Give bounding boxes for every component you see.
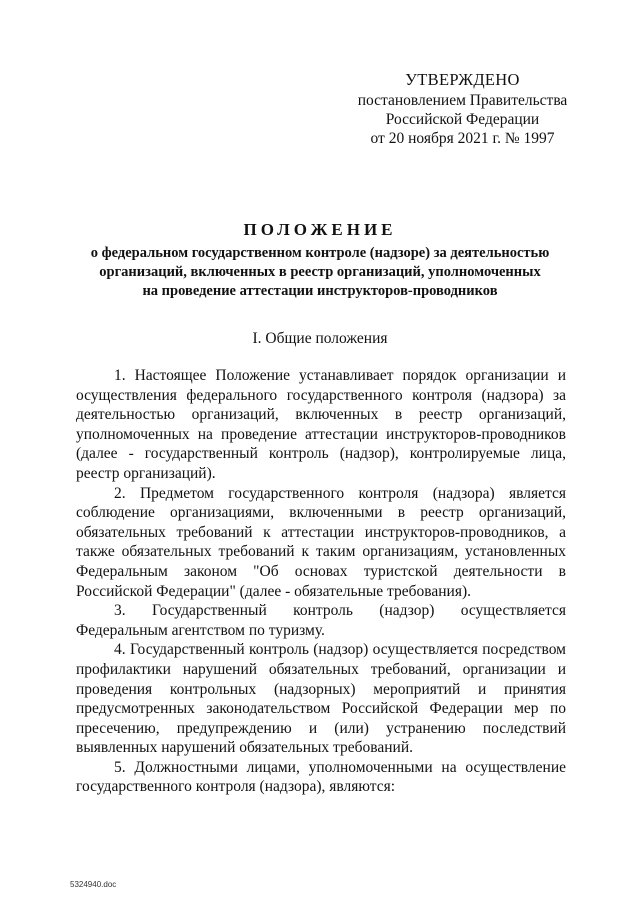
document-title: ПОЛОЖЕНИЕ bbox=[243, 220, 397, 239]
paragraph: 5. Должностными лицами, уполномоченными на осуществление государственного контроля (надзора), являются: bbox=[76, 758, 566, 796]
approval-line: постановлением Правительства bbox=[357, 92, 568, 109]
subtitle-line: на проведение аттестации инструкторов-проводников bbox=[142, 283, 498, 299]
approval-date-number: от 20 ноября 2021 г. № 1997 bbox=[370, 130, 555, 147]
paragraph: 1. Настоящее Положение устанавливает порядок организации и осуществления федерального государственного контроля (надзора) за деятельностью организаций, включенных в реестр организаций, уполномоченных на проведение аттестации инструкторов-проводников (далее - государственный контроль (надзор), контролируемые лица, реестр организаций). bbox=[76, 367, 566, 482]
section-title: I. Общие положения bbox=[252, 330, 388, 347]
paragraph: 3. Государственный контроль (надзор) осуществляется Федеральным агентством по туризму. bbox=[76, 602, 566, 639]
subtitle-line: о федеральном государственном контроле (надзоре) за деятельностью bbox=[90, 245, 550, 261]
file-name-footer: 5324940.doc bbox=[70, 880, 117, 889]
subtitle-line: организаций, включенных в реестр организаций, уполномоченных bbox=[99, 264, 541, 280]
approval-block bbox=[355, 70, 570, 148]
approval-title: УТВЕРЖДЕНО bbox=[405, 70, 520, 89]
paragraph: 2. Предметом государственного контроля (надзора) является соблюдение организациями, включенными в реестр организаций, обязательных требований к аттестации инструкторов-проводников, а также обязательных требований к таким организациям, установленных Федеральным законом "Об основах туристской деятельности в Российской Федерации" (далее - обязательные требования). bbox=[76, 484, 566, 600]
paragraph: 4. Государственный контроль (надзор) осуществляется посредством профилактики нарушений обязательных требований, организации и проведения контрольных (надзорных) мероприятий и принятия предусмотренных законодательством Российской Федерации мер по пресечению, предупреждению и (или) устранению последствий выявленных нарушений обязательных требований. bbox=[76, 641, 566, 757]
document-body bbox=[76, 366, 566, 797]
document-subtitle bbox=[60, 244, 580, 301]
approval-line: Российской Федерации bbox=[385, 111, 540, 128]
